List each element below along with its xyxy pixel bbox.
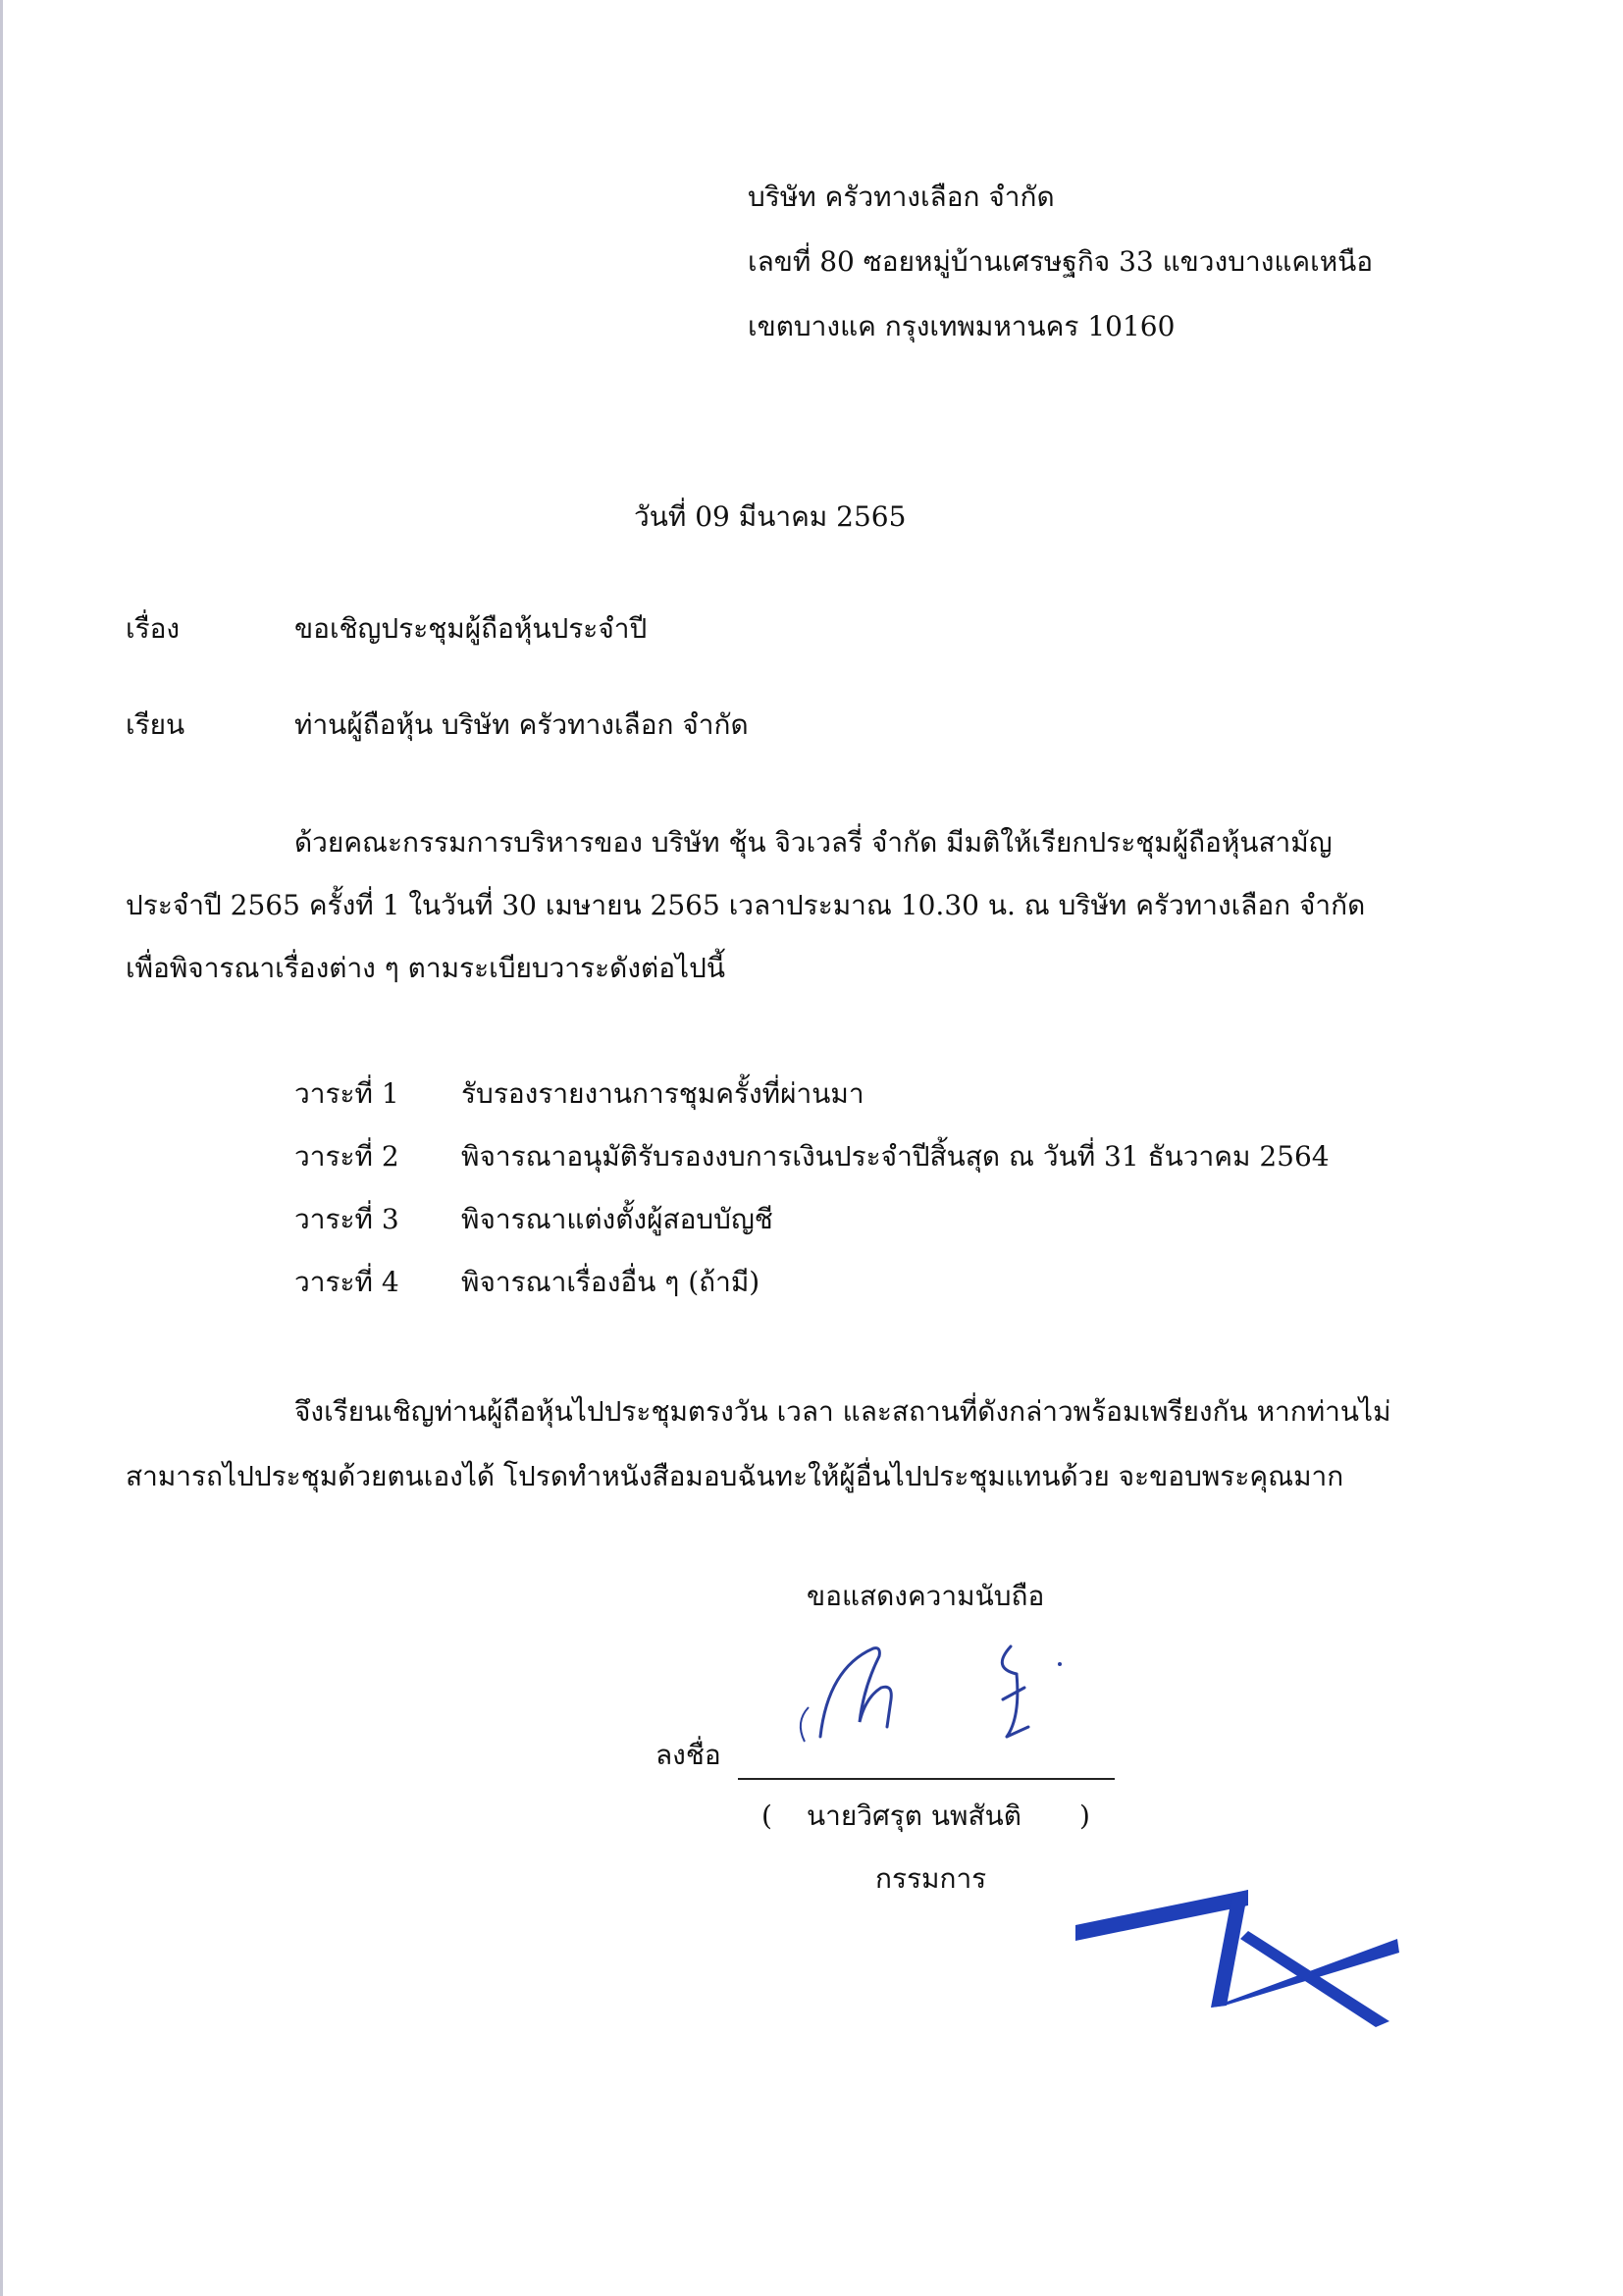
agenda-text: พิจารณาอนุมัติรับรองงบการเงินประจำปีสิ้นสุด ณ วันที่ 31 ธันวาคม 2564 (461, 1140, 1330, 1173)
company-address-line2: เขตบางแค กรุงเทพมหานคร 10160 (748, 310, 1176, 342)
stamp-bar (1075, 1890, 1248, 1941)
name-close-paren: ) (1079, 1800, 1090, 1832)
subject-label: เรื่อง (126, 612, 181, 645)
agenda-label: วาระที่ 3 (294, 1203, 399, 1235)
signer-name: นายวิศรุต นพสันติ (807, 1800, 1021, 1832)
body-para1-line1: ด้วยคณะกรรมการบริหารของ บริษัท ชุ้น จิวเวลรี่ จำกัด มีมติให้เรียกประชุมผู้ถือหุ้นสามัญ (294, 826, 1333, 859)
subject-value: ขอเชิญประชุมผู้ถือหุ้นประจำปี (294, 612, 648, 645)
signer-position: กรรมการ (875, 1862, 987, 1895)
company-name: บริษัท ครัวทางเลือก จำกัด (748, 181, 1055, 213)
signature-stroke (1002, 1646, 1028, 1737)
closing-line2: สามารถไปประชุมด้วยตนเองได้ โปรดทำหนังสือมอบฉันทะให้ผู้อื่นไปประชุมแทนด้วย จะขอบพระคุณมาก (126, 1460, 1344, 1492)
signature-dot (1058, 1662, 1062, 1666)
stamp-bar (1240, 1931, 1389, 2027)
sign-label: ลงชื่อ (655, 1739, 721, 1771)
agenda-label: วาระที่ 2 (294, 1140, 399, 1173)
agenda-text: พิจารณาเรื่องอื่น ๆ (ถ้ามี) (461, 1266, 760, 1298)
signature-line (738, 1778, 1115, 1780)
body-para1-line2: ประจำปี 2565 ครั้งที่ 1 ในวันที่ 30 เมษายน 2565 เวลาประมาณ 10.30 น. ณ บริษัท ครัวทางเลือก จำกัด (126, 889, 1366, 921)
letter-date: วันที่ 09 มีนาคม 2565 (634, 500, 907, 533)
closing-line1: จึงเรียนเชิญท่านผู้ถือหุ้นไปประชุมตรงวัน เวลา และสถานที่ดังกล่าวพร้อมเพรียงกัน หากท่านไม่ (294, 1395, 1391, 1428)
agenda-text: พิจารณาแต่งตั้งผู้สอบบัญชี (461, 1203, 773, 1235)
agenda-label: วาระที่ 1 (294, 1077, 399, 1110)
handwritten-signature (785, 1629, 1119, 1766)
scan-edge-line (0, 0, 3, 2296)
company-address-line1: เลขที่ 80 ซอยหมู่บ้านเศรษฐกิจ 33 แขวงบางแคเหนือ (748, 245, 1374, 278)
stamp-mark (1075, 1884, 1409, 2031)
name-open-paren: ( (761, 1800, 772, 1832)
signature-stroke (801, 1707, 809, 1742)
recipient-label: เรียน (126, 708, 185, 741)
signature-stroke (820, 1648, 891, 1737)
regards: ขอแสดงความนับถือ (807, 1580, 1045, 1612)
body-para1-line3: เพื่อพิจารณาเรื่องต่าง ๆ ตามระเบียบวาระดังต่อไปนี้ (126, 952, 726, 984)
recipient-value: ท่านผู้ถือหุ้น บริษัท ครัวทางเลือก จำกัด (294, 708, 749, 741)
agenda-text: รับรองรายงานการชุมครั้งที่ผ่านมา (461, 1077, 864, 1110)
agenda-label: วาระที่ 4 (294, 1266, 399, 1298)
